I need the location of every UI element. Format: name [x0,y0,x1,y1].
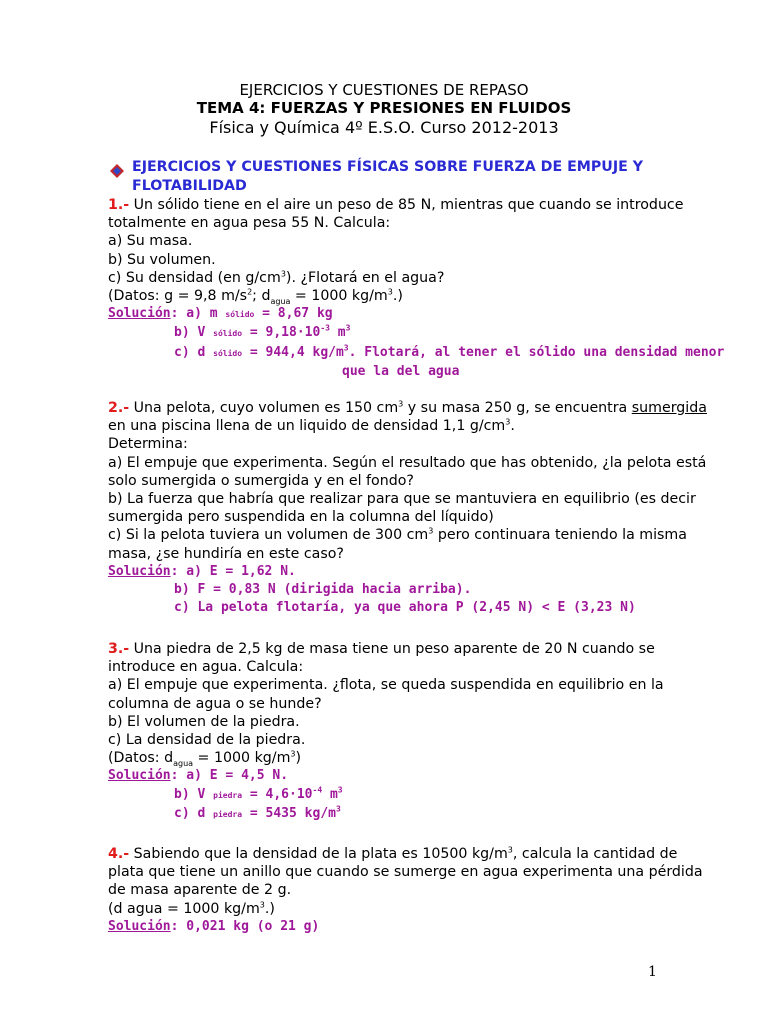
question-b: b) La fuerza que habría que realizar para que se mantuviera en equilibrio (es decir [108,491,696,508]
text-line: plata que tiene un anillo que cuando se sumerge en agua experimenta una pérdida [108,864,703,881]
text-line: en una piscina llena de un liquido de densidad 1,1 $g/cm^3$. [108,417,515,435]
solution-line: b) V piedra = $4,6\cdot 10^{-4}$ $m^3$ [174,785,343,802]
solution-line: que la del agua [342,363,460,379]
section-title: EJERCICIOS Y CUESTIONES FÍSICAS SOBRE FUERZA DE EMPUJE Y FLOTABILIDAD [132,159,643,194]
exercise-3: 3.- Una piedra de 2,5 kg de masa tiene un peso aparente de 20 N cuando se introduce en agua. Calcula: a) El empuje que experimenta. ¿flota, se queda suspendida en equilibrio en la columna de agua o se hunde? b) El volumen de la piedra. c) La densidad de la piedra. (Datos: $d_{agua} = 1000$ $kg/m^3$) Solución: a) E = 4,5 N. b) V piedra = $4,6\cdot 10^{-4}$ $m^3$ c) d piedra = 5435 $kg/m^3$ [108,640,660,824]
text-line: masa, ¿se hundiría en este caso? [108,545,344,562]
exercise-1 [108,196,725,381]
question-c: c) La densidad de la piedra. [108,732,306,749]
solution-line: Solución: a) E = 4,5 N. [108,768,289,784]
exercise-number: 2.- [108,400,130,416]
question-c: c) Si la pelota tuviera un volumen de 300 $cm^3$ pero continuara teniendo la misma [108,526,687,544]
question-a: a) Su masa. [108,233,193,250]
data-line: (Datos: $d_{agua} = 1000$ $kg/m^3$) [108,749,302,769]
solution-line: Solución: a) m sólido = 8,67 kg [108,306,333,322]
text-line: solo sumergida o sumergida y en el fondo? [108,472,414,489]
solution-line: c) La pelota flotaría, ya que ahora P (2,45 N) < E (3,23 N) [174,600,636,616]
text-line: Determina: [108,436,188,453]
doc-header-line1: EJERCICIOS Y CUESTIONES DE REPASO [239,81,529,99]
question-a: a) El empuje que experimenta. Según el resultado que has obtenido, ¿la pelota está [108,454,707,471]
data-line: (d agua = 1000 $kg/m^3$.) [108,899,275,917]
solution-line: Solución: a) E = 1,62 N. [108,563,296,579]
text-line: sumergida pero suspendida en la columna del líquido) [108,509,494,526]
exercise-4: 4.- Sabiendo que la densidad de la plata es 10500 $kg/m^3$, calcula la cantidad de plata que tiene un anillo que cuando se sumerge en agua experimenta una pérdida de masa aparente de 2 g. (d agua = 1000 $kg/m^3$.) Solución: 0,021 kg (o 21 g) [108,845,660,936]
bullet-diamond-icon [110,164,124,178]
text-line: de masa aparente de 2 g. [108,882,292,899]
question-a: a) El empuje que experimenta. ¿flota, se queda suspendida en equilibrio en la [108,677,664,694]
exercise-number: 3.- [108,641,130,657]
question-b: b) El volumen de la piedra. [108,713,300,730]
solution-line: Solución: 0,021 kg (o 21 g) [108,918,320,934]
question-c: c) Su densidad (en $g/cm^3$). ¿Flotará en el agua? [108,269,445,286]
page-number: 1 [648,964,657,980]
solution-line: c) d sólido = 944,4 $kg/m^3$. Flotará, al tener el sólido una densidad menor [174,343,725,360]
solution-line: c) d piedra = 5435 $kg/m^3$ [174,804,341,821]
text-line: introduce en agua. Calcula: [108,659,304,676]
text-line: totalmente en agua pesa 55 N. Calcula: [108,215,391,232]
doc-header-course: Física y Química 4º E.S.O. Curso 2012-2013 [209,118,559,137]
data-line: (Datos: g = 9,8 $m/s^2$; $d_{agua} = 1000$ $kg/m^3$.) [108,287,403,306]
doc-header-title: TEMA 4: FUERZAS Y PRESIONES EN FLUIDOS [196,99,572,117]
solution-line: b) F = 0,83 N (dirigida hacia arriba). [174,582,472,598]
question-b: b) Su volumen. [108,251,216,268]
exercise-number: 1.- [108,197,130,213]
exercise-2: 2.- Una pelota, cuyo volumen es 150 $cm^3$ y su masa 250 g, se encuentra sumergida en una piscina llena de un liquido de densidad 1,1 $g/cm^3$. Determina: a) El empuje que experimenta. Según el resultado que has obtenido, ¿la pelota está solo sumergida o sumergida y en el fondo? b) La fuerza que habría que realizar para que se mantuviera en equilibrio (es decir sumergida pero suspendida en la columna del líquido) c) Si la pelota tuviera un volumen de 300 $cm^3$ pero continuara teniendo la misma masa, ¿se hundiría en este caso? Solución: a) E = 1,62 N. b) F = 0,83 N (dirigida hacia arriba). c) La pelota flotaría, ya que ahora P (2,45 N) < E (3,23 N) [108,399,660,617]
solution-line: b) V sólido = $9,18\cdot 10^{-3}$ $m^3$ [174,324,351,341]
exercise-number: 4.- [108,846,130,862]
text-line: Un sólido tiene en el aire un peso de 85 N, mientras que cuando se introduce [129,197,684,213]
text-line: columna de agua o se hunde? [108,695,322,712]
